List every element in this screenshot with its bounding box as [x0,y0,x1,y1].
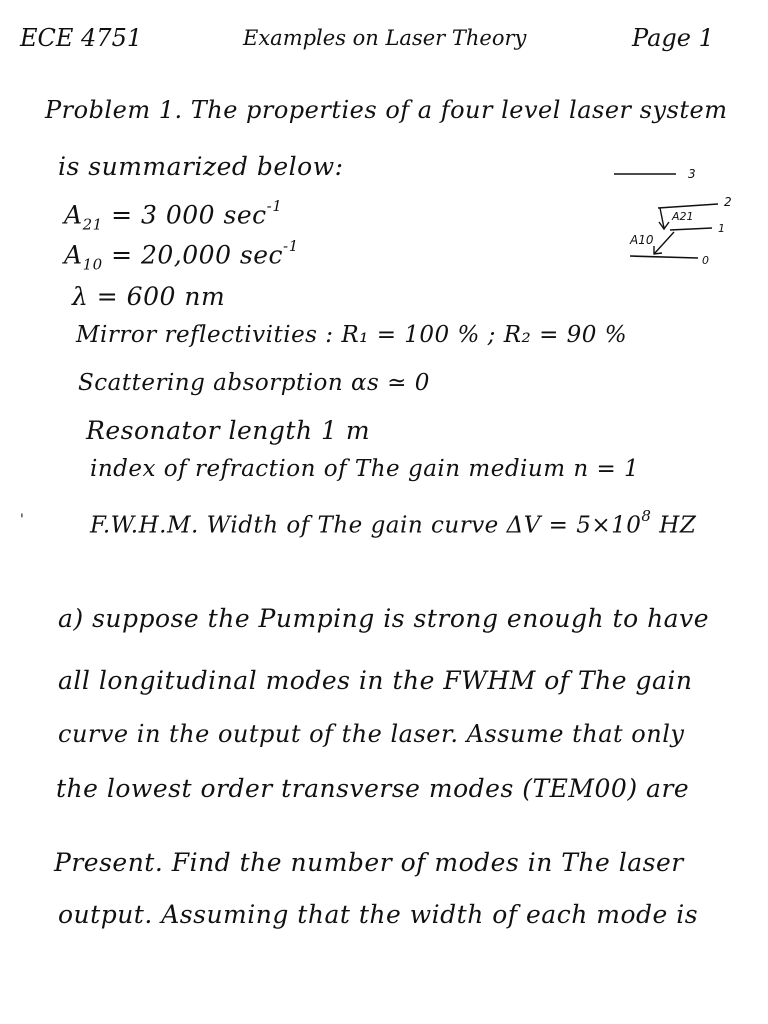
wavelength: λ = 600 nm [72,282,226,311]
a10-transition-label: A10 [630,233,654,247]
a21-transition-label: A21 [672,210,694,223]
part-a-line2: all longitudinal modes in the FWHM of The gain [58,666,693,695]
page-number: Page 1 [632,24,714,52]
resonator-length: Resonator length 1 m [86,416,371,445]
part-a-line5: Present. Find the number of modes in The laser [54,848,684,877]
a21-value: $A_{21} = 3$ 000 $\sec^{-1}$ [64,197,283,234]
index-of-refraction: index of refraction of The gain medium n = 1 [90,456,640,482]
course-code: ECE 4751 [20,24,143,52]
part-a-line3: curve in the output of the laser. Assume that only [58,720,685,748]
problem-intro-line2: is summarized below: [58,152,344,181]
fwhm-gain-curve: F.W.H.M. Width of The gain curve $\Delta V = 5\times 10^8$ HZ [90,507,697,539]
part-a-line1: a) suppose the Pumping is strong enough to have [58,604,710,633]
level-3-label: 3 [688,167,696,181]
scattering-absorption: Scattering absorption αs ≃ 0 [78,370,430,396]
level-2-label: 2 [724,195,732,209]
mirror-reflectivities: Mirror reflectivities : R₁ = 100 % ; R₂ = 90 % [76,322,628,348]
energy-level-diagram [600,150,750,270]
page-title: Examples on Laser Theory [243,26,527,50]
a10-value: $A_{10} = 20,000$ $\sec^{-1}$ [64,237,299,274]
level-0-label: 0 [702,254,709,267]
part-a-line4: the lowest order transverse modes (TEM00) are [56,774,690,803]
level-1-label: 1 [718,222,725,235]
problem-intro-line1: Problem 1. The properties of a four level laser system [45,96,728,124]
part-a-line6: output. Assuming that the width of each mode is [58,900,699,929]
margin-mark: ' [20,512,24,528]
